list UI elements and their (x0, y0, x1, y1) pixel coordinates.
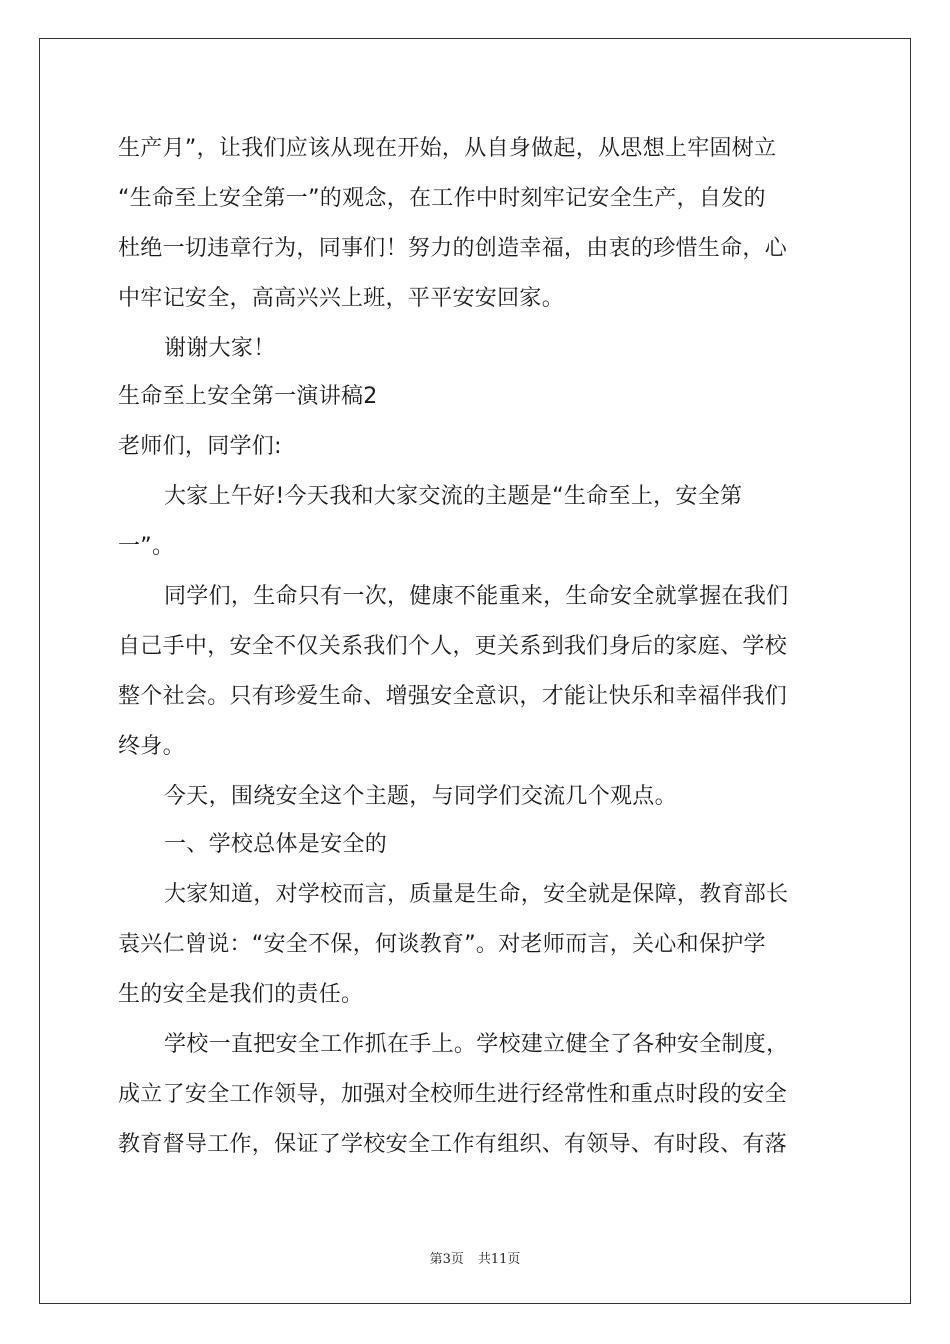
closing-line: 谢谢大家！ (164, 336, 276, 361)
body-line: 杜绝一切违章行为，同事们！努力的创造幸福，由衷的珍惜生命，心 (118, 236, 788, 261)
body-line: 大家知道，对学校而言，质量是生命，安全就是保障，教育部长 (164, 882, 789, 907)
body-line: 袁兴仁曾说：“安全不保，何谈教育”。对老师而言，关心和保护学 (118, 932, 766, 957)
page-footer (0, 1248, 950, 1267)
body-line: 终身。 (118, 734, 185, 759)
body-line: 自己手中，安全不仅关系我们个人，更关系到我们身后的家庭、学校 (118, 634, 788, 659)
subheading: 一、学校总体是安全的 (164, 832, 388, 857)
page-number: 第3页 (429, 1252, 464, 1267)
body-line: 大家上午好!今天我和大家交流的主题是“生命至上，安全第 (164, 484, 743, 509)
body-line: 今天，围绕安全这个主题，与同学们交流几个观点。 (164, 784, 677, 809)
body-line: 生产月”，让我们应该从现在开始，从自身做起，从思想上牢固树立 (118, 136, 777, 161)
salutation: 老师们，同学们: (118, 434, 282, 459)
body-line: 学校一直把安全工作抓在手上。学校建立健全了各种安全制度， (164, 1032, 789, 1057)
page-border (39, 38, 911, 1304)
body-line: 教育督导工作，保证了学校安全工作有组织、有领导、有时段、有落 (118, 1132, 788, 1157)
section-title: 生命至上安全第一演讲稿2 (118, 384, 378, 409)
body-line: 同学们，生命只有一次，健康不能重来，生命安全就掌握在我们 (164, 584, 789, 609)
page-total: 共11页 (477, 1252, 521, 1267)
body-line: 整个社会。只有珍爱生命、增强安全意识，才能让快乐和幸福伴我们 (118, 684, 788, 709)
body-line: 成立了安全工作领导，加强对全校师生进行经常性和重点时段的安全 (118, 1082, 788, 1107)
body-line: 生的安全是我们的责任。 (118, 982, 364, 1007)
body-line: “生命至上安全第一”的观念，在工作中时刻牢记安全生产，自发的 (118, 186, 766, 211)
body-line: 中牢记安全，高高兴兴上班，平平安安回家。 (118, 286, 565, 311)
body-line: 一”。 (118, 534, 175, 559)
